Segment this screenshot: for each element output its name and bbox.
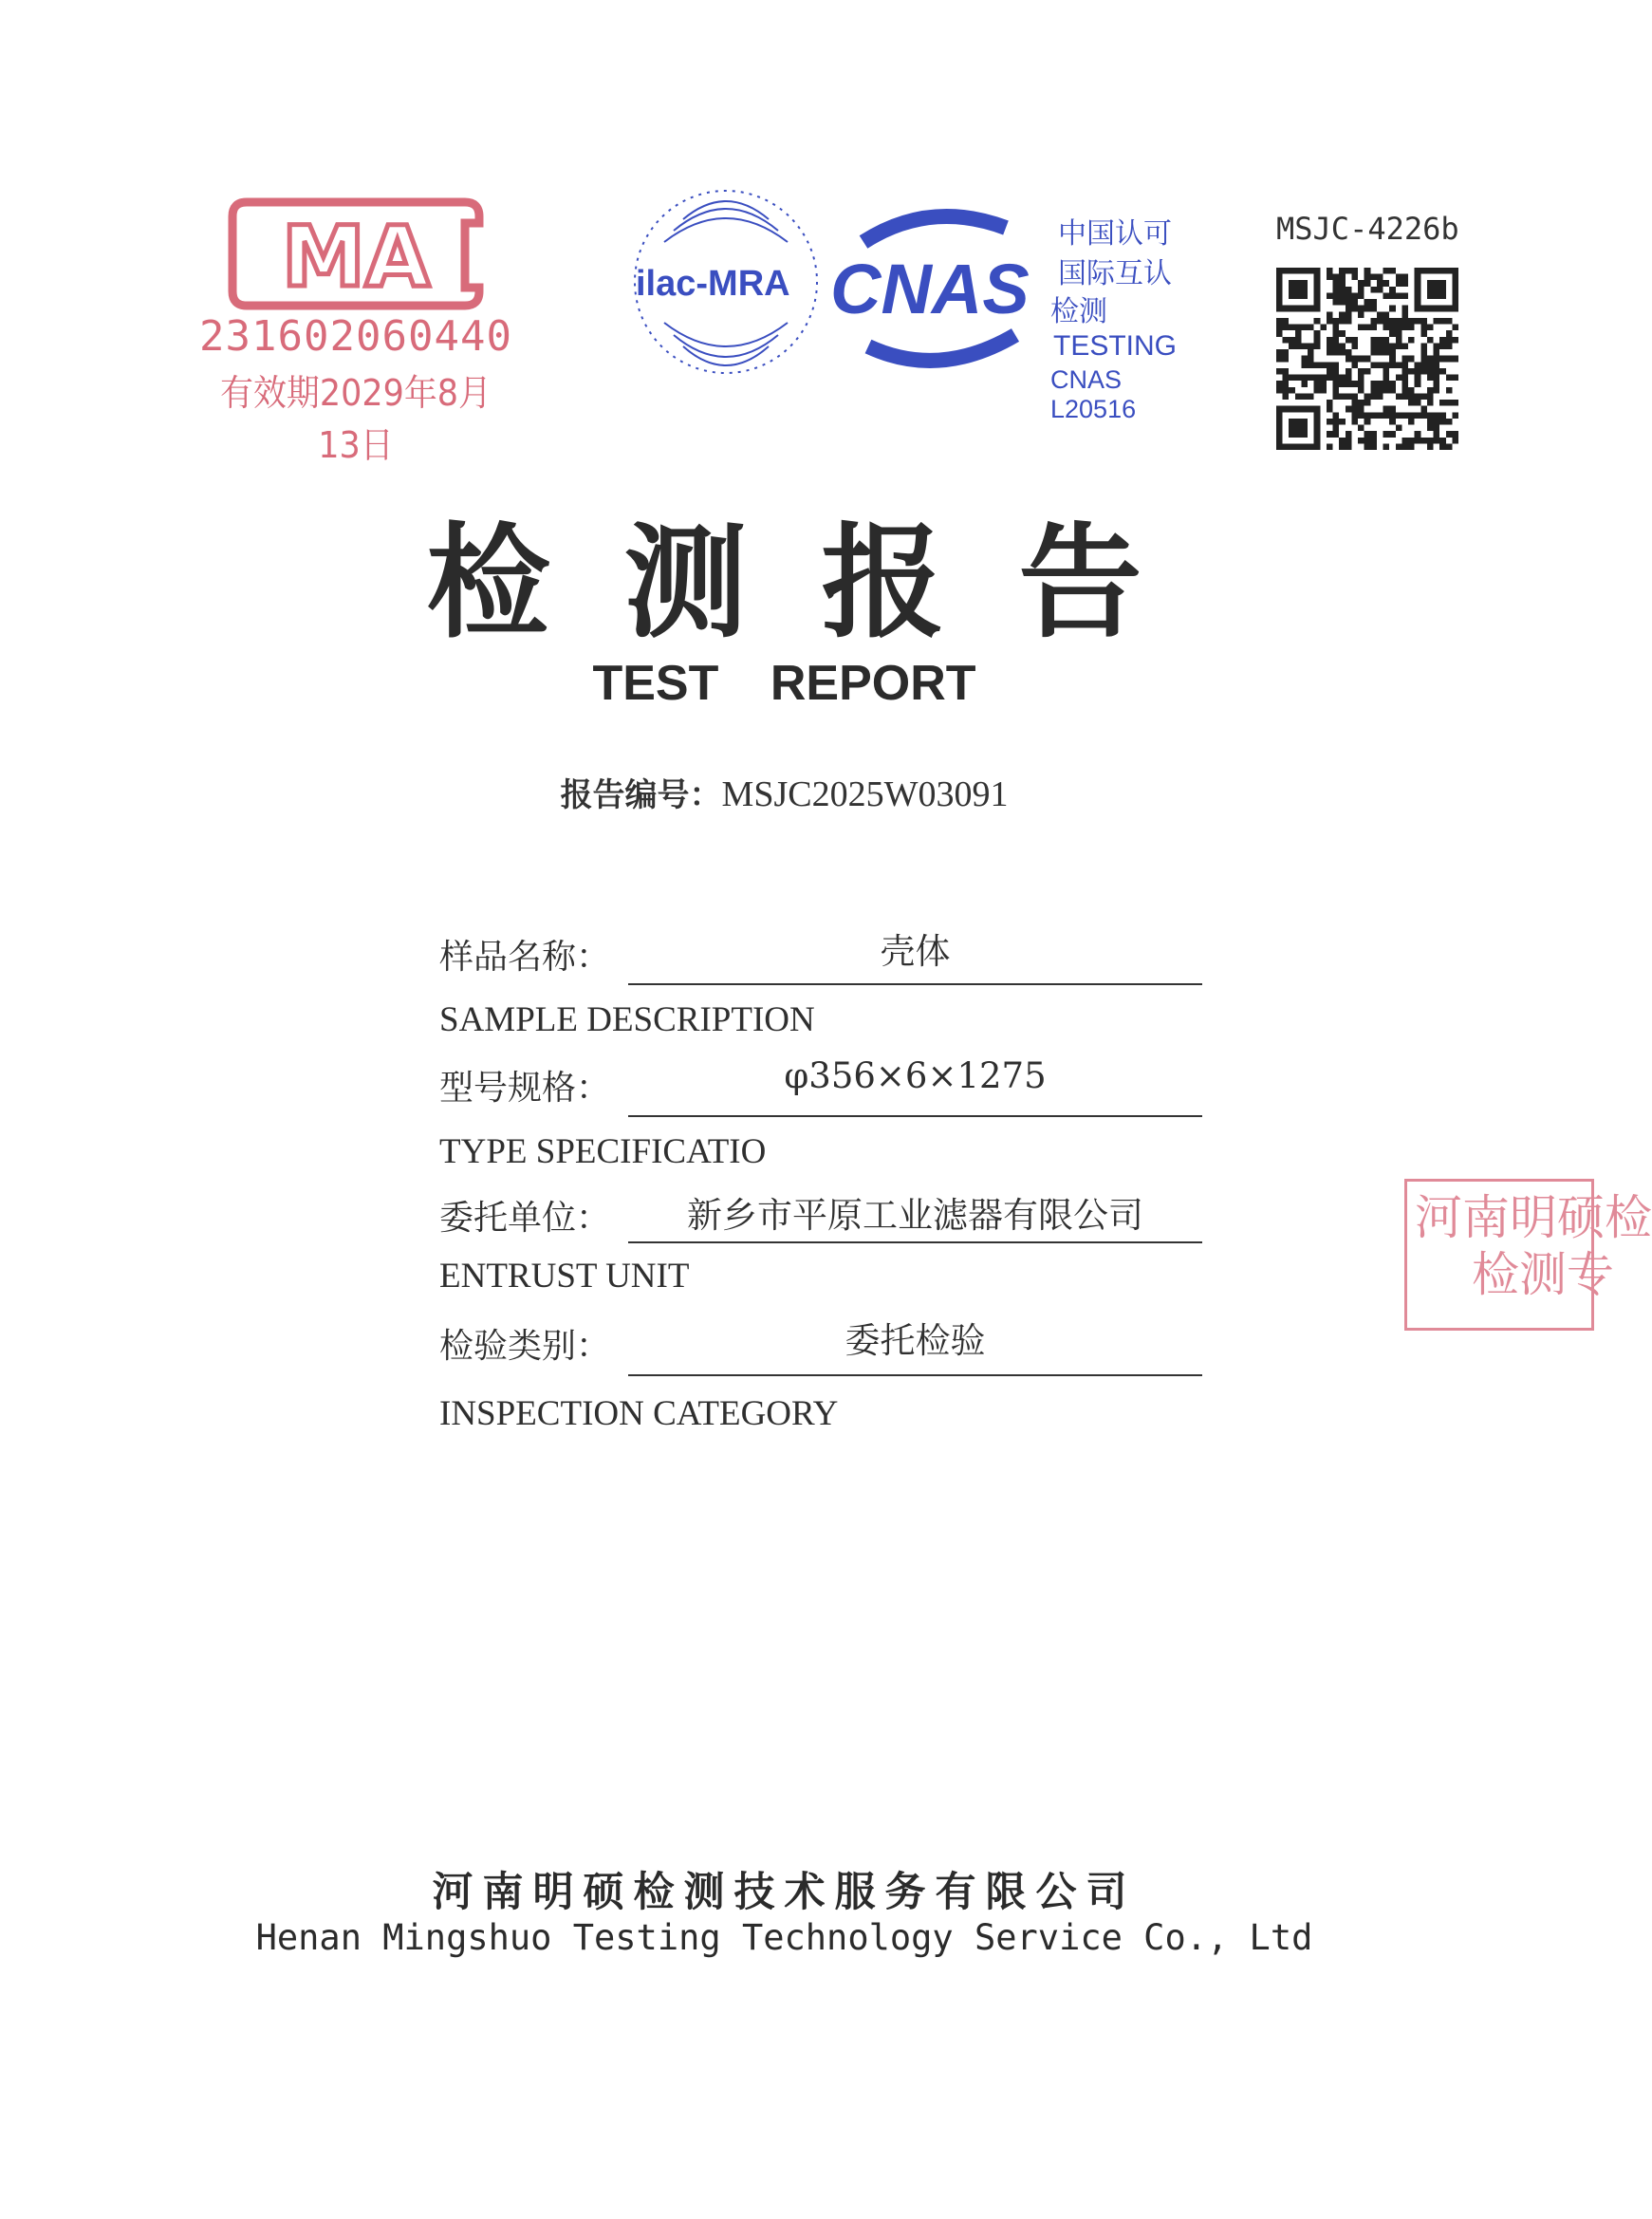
field-value: 委托检验 xyxy=(845,1320,986,1361)
page-title-cn: 检测报告 xyxy=(426,510,1216,655)
company-name-en: Henan Mingshuo Testing Technology Service Co., Ltd xyxy=(255,1917,1313,1958)
field-label-en: INSPECTION CATEGORY xyxy=(439,1394,839,1433)
report-code: MSJC-4226b xyxy=(1276,211,1459,247)
field-underline xyxy=(628,983,1202,985)
field-value: 壳体 xyxy=(880,931,951,972)
ilac-text: ilac-MRA xyxy=(636,264,790,304)
field-underline xyxy=(628,1374,1202,1376)
seal-line-2: 检测专 xyxy=(1472,1247,1614,1302)
company-seal xyxy=(1404,1179,1652,1331)
qr-code-icon xyxy=(1276,268,1458,450)
cma-number: 231602060440 xyxy=(199,312,512,361)
field-underline xyxy=(628,1115,1202,1117)
company-name-cn: 河南明硕检测技术服务有限公司 xyxy=(432,1869,1137,1916)
cma-validity: 有效期2029年8月13日 xyxy=(219,372,492,466)
report-number-label: 报告编号： xyxy=(560,776,722,814)
field-label-cn: 委托单位： xyxy=(439,1199,611,1238)
cnas-cn-line-1: 中国认可 xyxy=(1058,217,1172,251)
field-label-cn: 型号规格： xyxy=(439,1069,611,1108)
report-number xyxy=(0,769,1568,815)
cnas-en-line-1: TESTING xyxy=(1053,330,1178,362)
cnas-cn-line-3: 检测 xyxy=(1050,295,1107,328)
cnas-en-line-2: CNAS L20516 xyxy=(1050,365,1137,423)
cma-stamp xyxy=(195,185,517,466)
field-value: φ356×6×1275 xyxy=(784,1055,1047,1096)
field-underline xyxy=(628,1241,1202,1243)
field-label-en: SAMPLE DESCRIPTION xyxy=(439,1000,815,1039)
cnas-accreditation-stamp xyxy=(626,176,1196,423)
cnas-text: CNAS xyxy=(830,250,1030,328)
field-label-en: ENTRUST UNIT xyxy=(439,1257,690,1296)
seal-line-1: 河南明硕检 xyxy=(1415,1190,1652,1245)
cma-logo-icon xyxy=(195,185,517,318)
field-label-cn: 检验类别： xyxy=(439,1327,611,1366)
cnas-cn-line-2: 国际互认 xyxy=(1058,257,1172,290)
field-label-cn: 样品名称： xyxy=(439,938,611,977)
cma-logo-text: MA xyxy=(282,208,430,306)
page-title-en: TEST REPORT xyxy=(592,656,976,711)
field-value: 新乡市平原工业滤器有限公司 xyxy=(687,1195,1143,1236)
ilac-cnas-logo-icon xyxy=(626,176,1063,403)
field-label-en: TYPE SPECIFICATIO xyxy=(439,1132,767,1171)
report-number-value: MSJC2025W03091 xyxy=(721,774,1009,814)
